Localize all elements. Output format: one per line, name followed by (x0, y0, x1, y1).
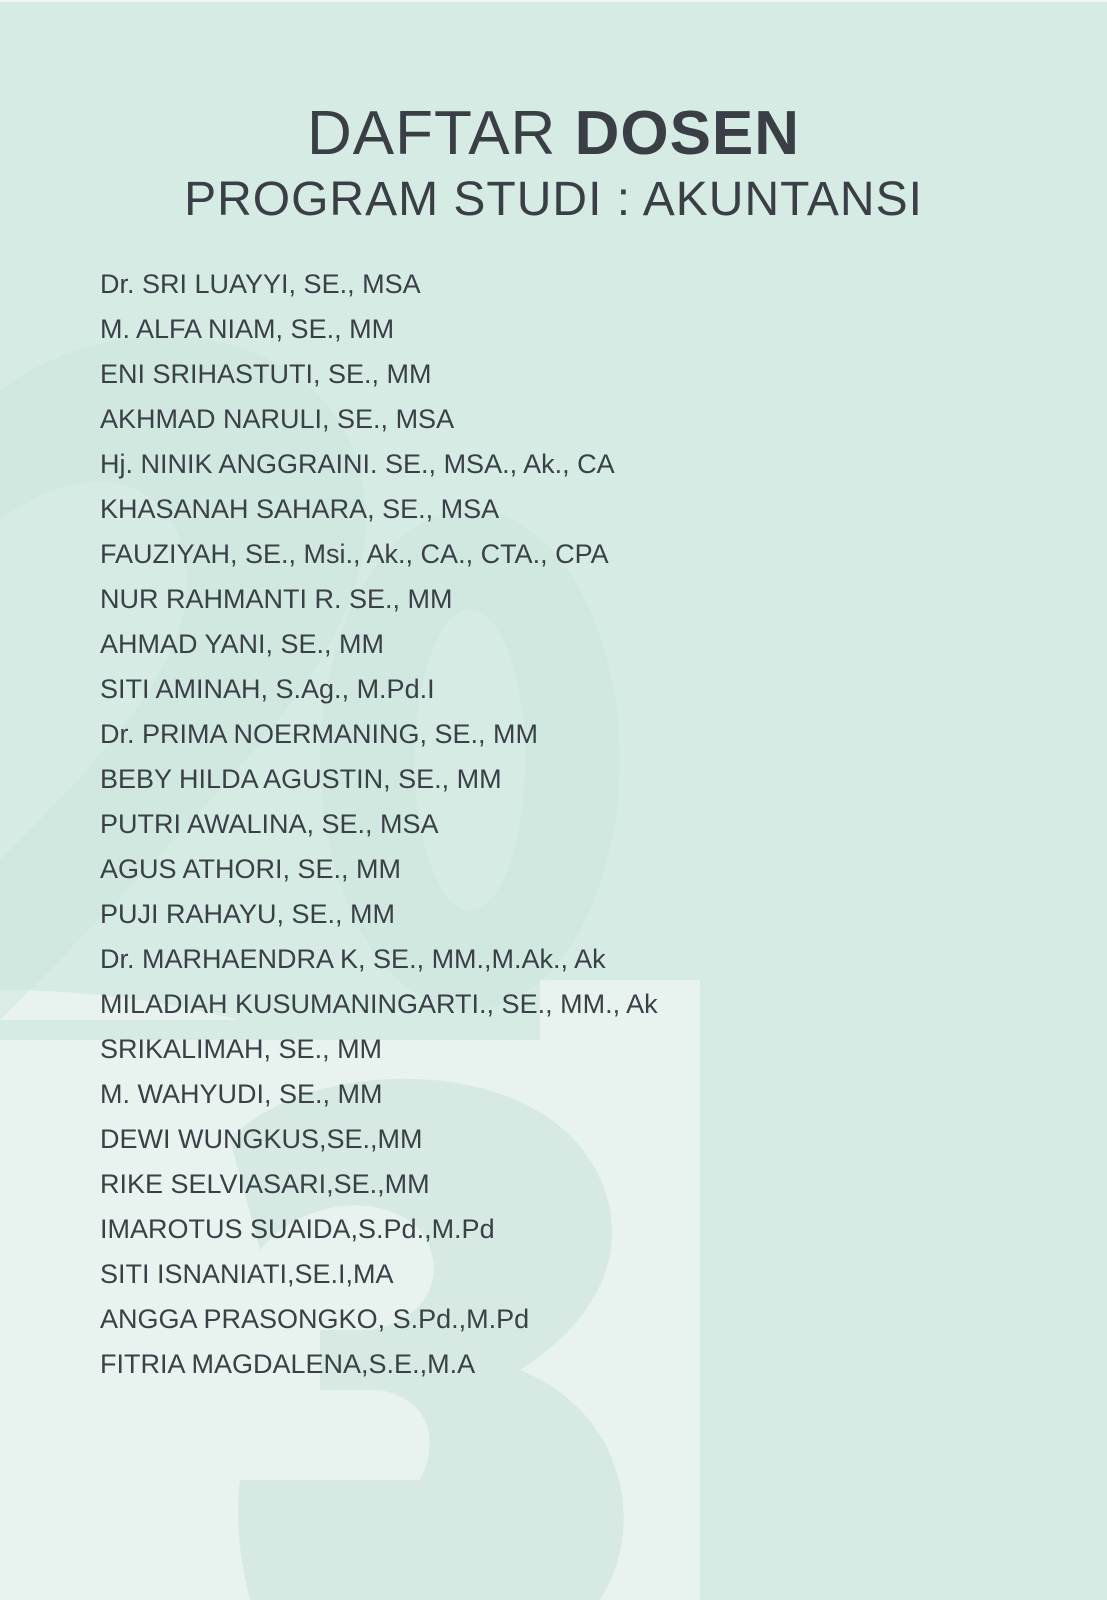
title-bold: DOSEN (574, 99, 801, 168)
lecturer-item: M. ALFA NIAM, SE., MM (100, 314, 395, 344)
lecturer-item: ENI SRIHASTUTI, SE., MM (100, 359, 432, 389)
lecturer-item: Hj. NINIK ANGGRAINI. SE., MSA., Ak., CA (100, 449, 615, 479)
lecturer-item: ANGGA PRASONGKO, S.Pd.,M.Pd (100, 1304, 530, 1334)
lecturer-list (100, 262, 658, 1387)
lecturer-item: M. WAHYUDI, SE., MM (100, 1079, 383, 1109)
lecturer-item: AKHMAD NARULI, SE., MSA (100, 404, 455, 434)
lecturer-item: AGUS ATHORI, SE., MM (100, 854, 402, 884)
lecturer-item: AHMAD YANI, SE., MM (100, 629, 385, 659)
page-subtitle: PROGRAM STUDI : AKUNTANSI (184, 173, 923, 226)
lecturer-item: IMAROTUS SUAIDA,S.Pd.,M.Pd (100, 1214, 495, 1244)
lecturer-item: SRIKALIMAH, SE., MM (100, 1034, 383, 1064)
lecturer-item: KHASANAH SAHARA, SE., MSA (100, 494, 500, 524)
lecturer-item: DEWI WUNGKUS,SE.,MM (100, 1124, 423, 1154)
lecturer-item: PUJI RAHAYU, SE., MM (100, 899, 396, 929)
page-header (0, 96, 1107, 230)
lecturer-item: MILADIAH KUSUMANINGARTI., SE., MM., Ak (100, 989, 658, 1019)
lecturer-item: Dr. MARHAENDRA K, SE., MM.,M.Ak., Ak (100, 944, 606, 974)
lecturer-item: SITI ISNANIATI,SE.I,MA (100, 1259, 394, 1289)
lecturer-item: NUR RAHMANTI R. SE., MM (100, 584, 453, 614)
lecturer-item: Dr. PRIMA NOERMANING, SE., MM (100, 719, 539, 749)
lecturer-item: RIKE SELVIASARI,SE.,MM (100, 1169, 430, 1199)
lecturer-item: PUTRI AWALINA, SE., MSA (100, 809, 439, 839)
title-light: DAFTAR (306, 99, 557, 168)
lecturer-item: FITRIA MAGDALENA,S.E.,M.A (100, 1349, 476, 1379)
top-border-line (0, 0, 1107, 2)
lecturer-item: FAUZIYAH, SE., Msi., Ak., CA., CTA., CPA (100, 539, 609, 569)
page-title (0, 96, 1107, 172)
lecturer-item: SITI AMINAH, S.Ag., M.Pd.I (100, 674, 435, 704)
lecturer-item: Dr. SRI LUAYYI, SE., MSA (100, 269, 421, 299)
lecturer-item: BEBY HILDA AGUSTIN, SE., MM (100, 764, 502, 794)
